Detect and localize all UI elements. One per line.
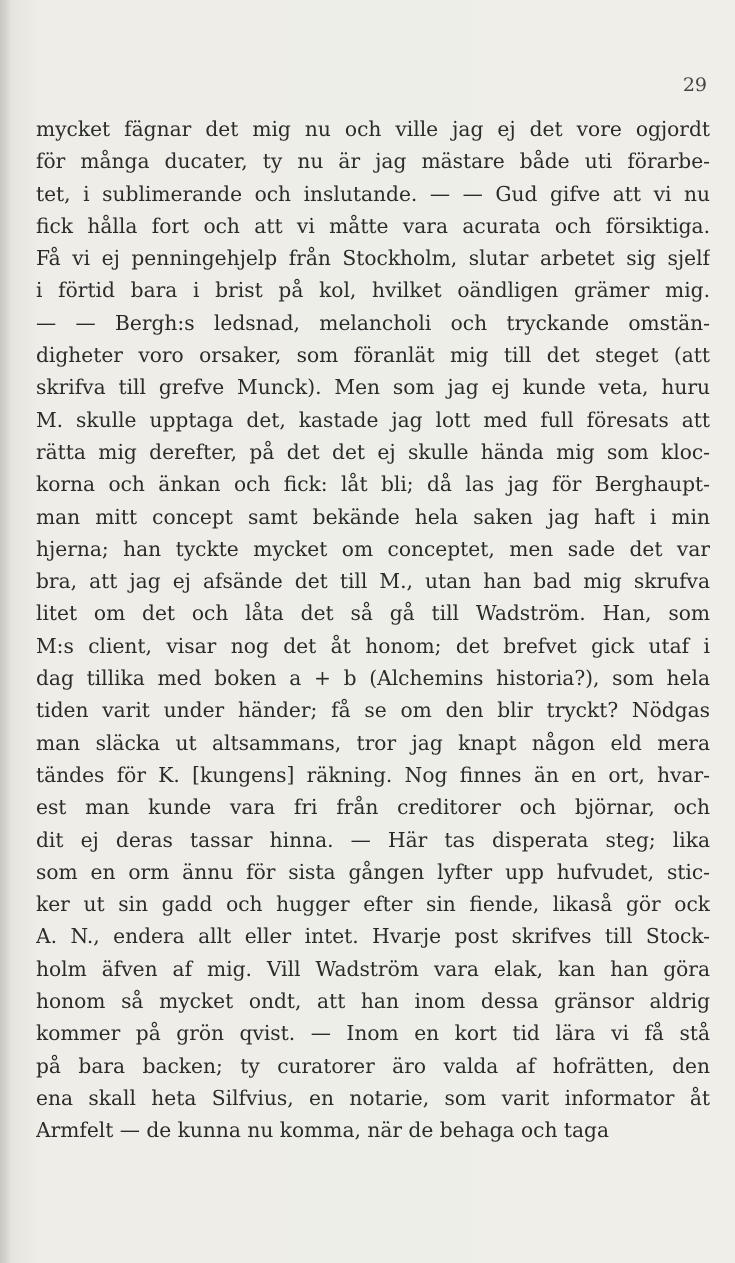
text-line: man mitt concept samt bekände hela saken jag haft i min — [36, 504, 710, 529]
text-line: litet om det och låta det så gå till Wadström. Han, som — [36, 601, 710, 626]
text-line: tändes för K. [kungens] räkning. Nog finnes än en ort, hvar- — [36, 762, 710, 787]
text-line: för många ducater, ty nu är jag mästare både uti förarbe- — [36, 149, 710, 174]
text-line: man släcka ut altsammans, tror jag knapt någon eld mera — [36, 730, 710, 755]
text-line: tiden varit under händer; få se om den blir tryckt? Nödgas — [36, 698, 710, 723]
text-line: holm äfven af mig. Vill Wadström vara elak, kan han göra — [36, 956, 710, 981]
text-line: ker ut sin gadd och hugger efter sin fiende, likaså gör ock — [36, 892, 710, 917]
text-line: dag tillika med boken a + b (Alchemins historia?), som hela — [36, 666, 710, 691]
text-line: i förtid bara i brist på kol, hvilket oändligen grämer mig. — [36, 278, 710, 303]
text-line: tet, i sublimerande och inslutande. — — Gud gifve att vi nu — [36, 181, 710, 206]
text-line: est man kunde vara fri från creditorer och björnar, och — [36, 795, 710, 820]
text-line: hjerna; han tyckte mycket om conceptet, men sade det var — [36, 536, 710, 561]
text-line: korna och änkan och fick: låt bli; då las jag för Berghaupt- — [36, 472, 710, 497]
text-line: ena skall heta Silfvius, en notarie, som varit informator åt — [36, 1085, 710, 1110]
text-line: fick hålla fort och att vi måtte vara acurata och försiktiga. — [36, 213, 710, 238]
text-line: — — Bergh:s ledsnad, melancholi och tryckande omstän- — [36, 310, 710, 335]
text-line: Armfelt — de kunna nu komma, när de behaga och taga — [36, 1118, 609, 1143]
body-text — [36, 113, 710, 1147]
text-line: på bara backen; ty curatorer äro valda af hofrätten, den — [36, 1053, 710, 1078]
text-line: M. skulle upptaga det, kastade jag lott med full föresats att — [36, 407, 710, 432]
page-number: 29 — [682, 74, 707, 96]
text-line: M:s client, visar nog det åt honom; det brefvet gick utaf i — [36, 633, 710, 658]
text-line: rätta mig derefter, på det det ej skulle hända mig som kloc- — [36, 439, 710, 464]
text-line: mycket fägnar det mig nu och ville jag ej det vore ogjordt — [36, 117, 710, 141]
text-line: digheter voro orsaker, som föranlät mig till det steget (att — [36, 343, 710, 368]
text-line: som en orm ännu för sista gången lyfter upp hufvudet, stic- — [36, 859, 710, 884]
spine-shadow — [0, 0, 10, 1263]
text-line: dit ej deras tassar hinna. — Här tas disperata steg; lika — [36, 827, 710, 852]
text-line: A. N., endera allt eller intet. Hvarje post skrifves till Stock- — [36, 924, 710, 949]
text-line: honom så mycket ondt, att han inom dessa gränsor aldrig — [36, 989, 710, 1014]
text-line: bra, att jag ej afsände det till M., utan han bad mig skrufva — [36, 569, 710, 594]
text-line: skrifva till grefve Munck). Men som jag ej kunde veta, huru — [36, 375, 710, 400]
text-line: Få vi ej penningehjelp från Stockholm, slutar arbetet sig sjelf — [36, 246, 710, 271]
text-line: kommer på grön qvist. — Inom en kort tid lära vi få stå — [36, 1021, 710, 1046]
